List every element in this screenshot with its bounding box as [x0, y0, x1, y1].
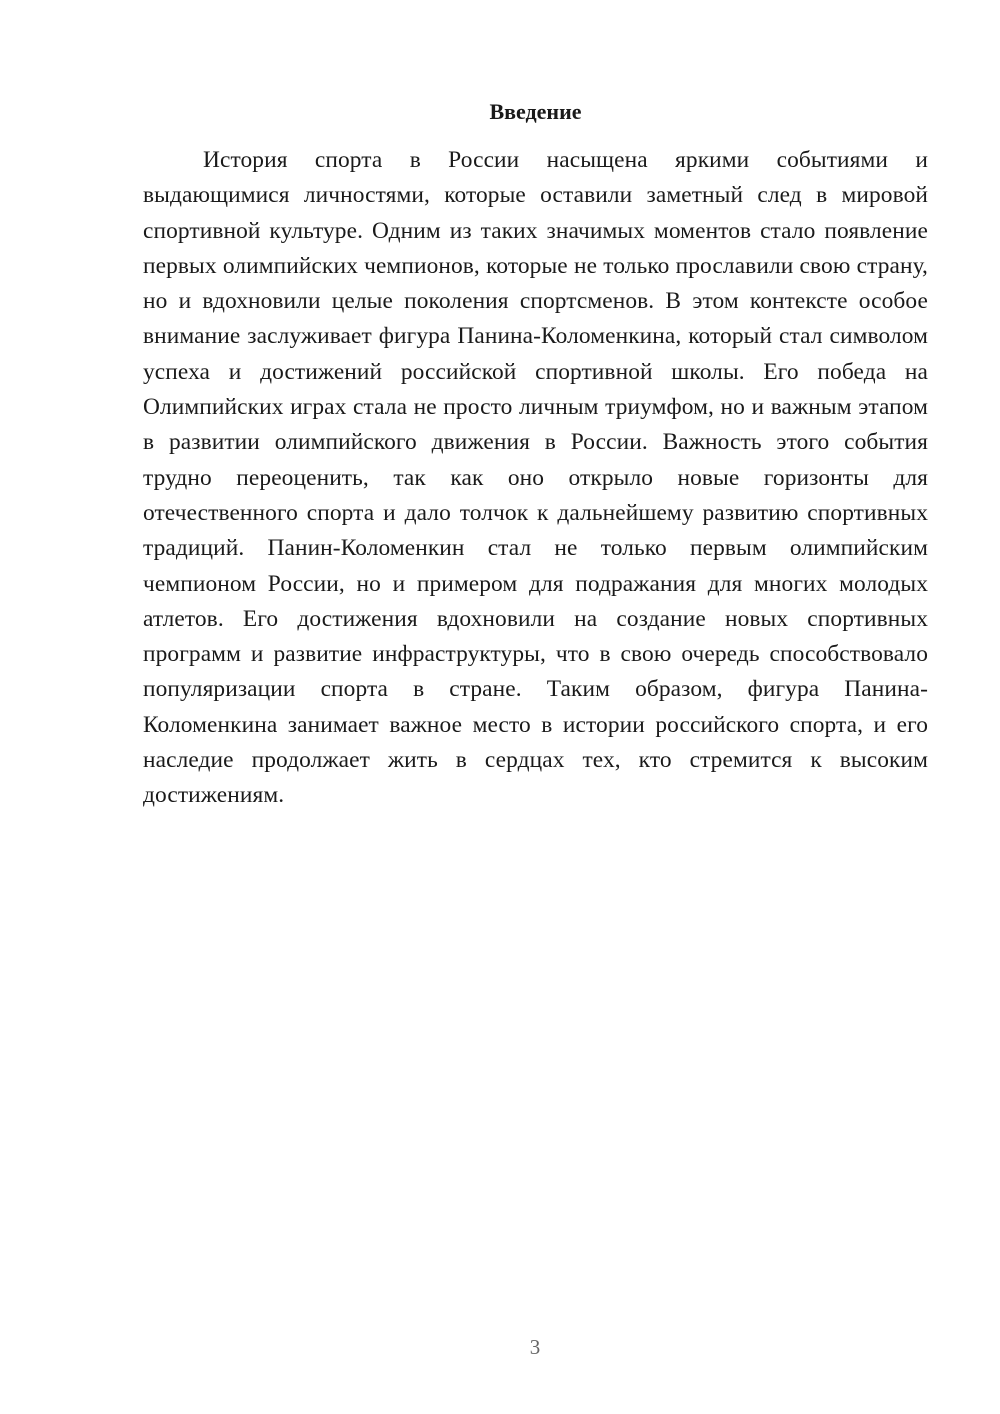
section-heading: Введение — [489, 99, 582, 124]
page-number: 3 — [529, 1335, 541, 1359]
body-paragraph: История спорта в России насыщена яркими событиями и выдающимися личностями, которые оставили заметный след в мировой спортивной культуре. Одним из таких значимых моментов стало появление первых олимпийских чемпионов, которые не только прославили свою страну, но и вдохновили целые поколения спортсменов. В этом контексте особое внимание заслуживает фигура Панина-Коломенкина, который стал символом успеха и достижений российской спортивной школы. Его победа на Олимпийских играх стала не просто личным триумфом, но и важным этапом в развитии олимпийского движения в России. Важность этого события трудно переоценить, так как оно открыло новые горизонты для отечественного спорта и дало толчок к дальнейшему развитию спортивных традиций. Панин-Коломенкин стал не только первым олимпийским чемпионом России, но и примером для подражания для многих молодых атлетов. Его достижения вдохновили на создание новых спортивных программ и развитие инфраструктуры, что в свою очередь способствовало популяризации спорта в стране. Таким образом, фигура Панина-Коломенкина занимает важное место в истории российского спорта, и его наследие продолжает жить в сердцах тех, кто стремится к высоким достижениям. — [143, 147, 928, 809]
